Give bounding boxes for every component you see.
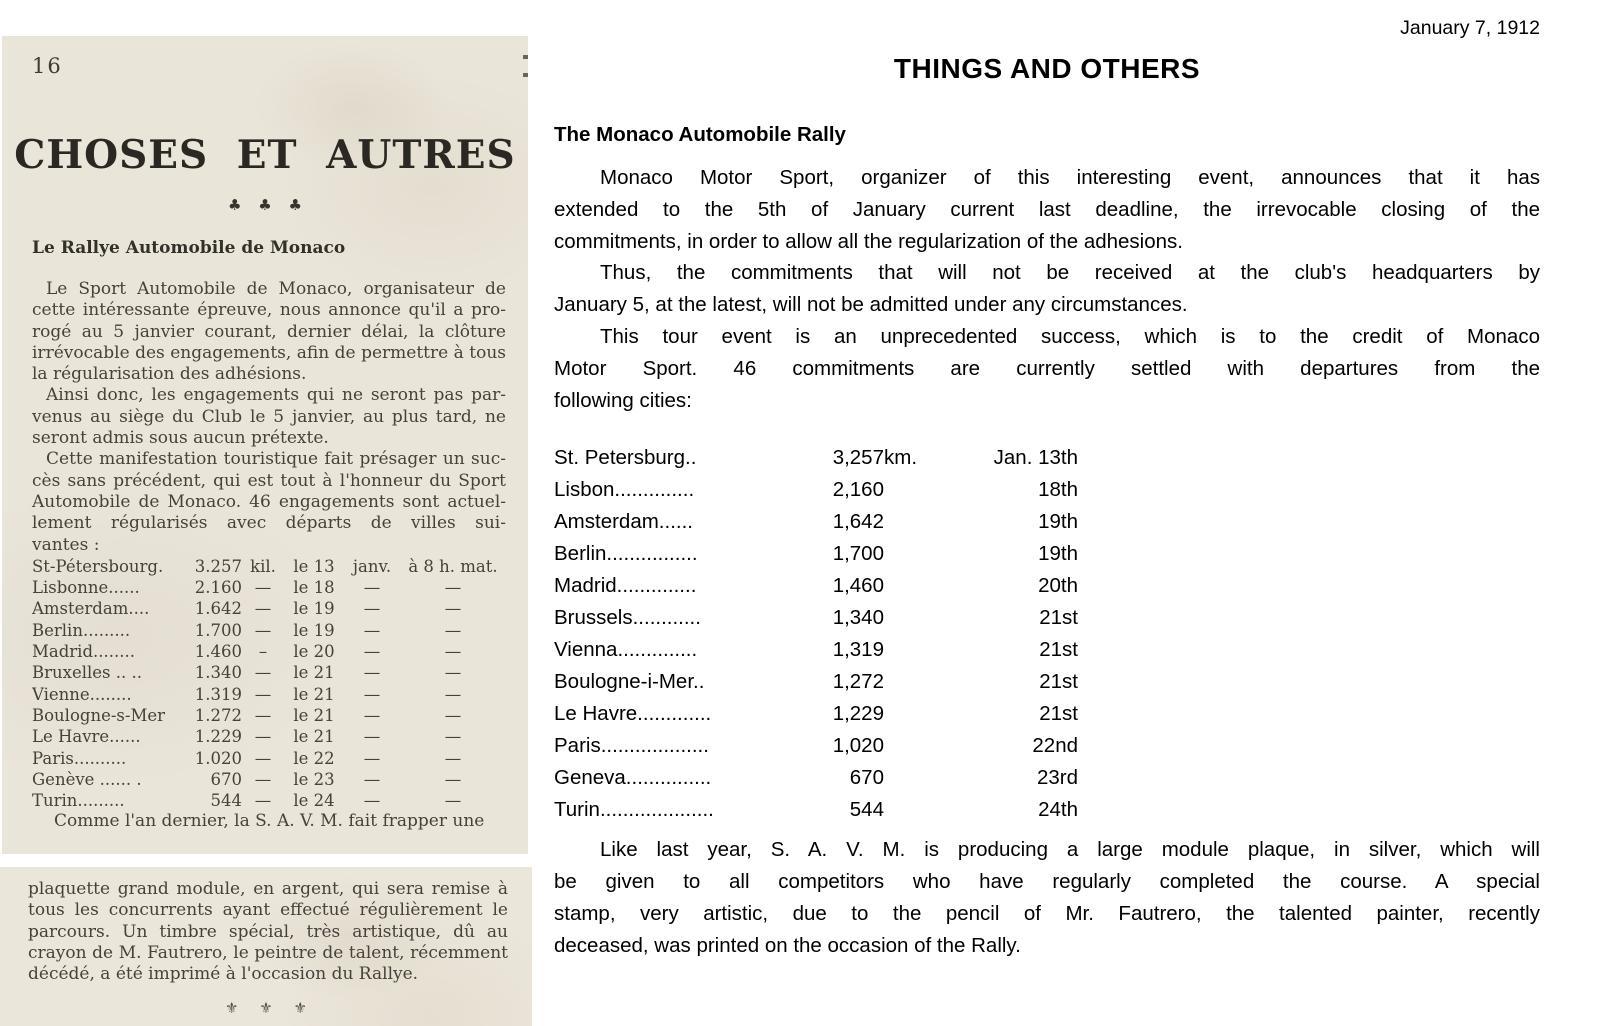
- distance-cell: 1.229: [194, 727, 242, 747]
- month-cell: —: [363, 663, 381, 683]
- time-cell: —: [444, 599, 462, 619]
- time-cell: à 8 h. mat.: [408, 556, 498, 576]
- time-cell: —: [444, 748, 462, 768]
- city-cell: St-Pétersbourg.: [32, 556, 164, 576]
- text-line: Like last year, S. A. V. M. is producing a large module plaque, in silver, which will: [600, 838, 1540, 862]
- unit-cell: kil.: [250, 556, 276, 576]
- text-line: Ainsi donc, les engagements qui ne seront pas par-: [46, 385, 506, 406]
- table-row: [32, 620, 506, 641]
- table-row: [554, 634, 1078, 666]
- text-line: lement régularisés avec départs de villes sui-: [32, 513, 506, 534]
- unit-cell: —: [254, 684, 272, 704]
- month-cell: —: [363, 791, 381, 811]
- distance-cell: 1.272: [194, 705, 242, 725]
- distance-cell: 1.460: [194, 642, 242, 662]
- table-row: [32, 684, 506, 705]
- text-line: Thus, the commitments that will not be received at the club's headquarters by: [600, 261, 1540, 285]
- text-line: cès sans précédent, qui est tout à l'honneur du Sport: [32, 470, 506, 491]
- distance-cell: 1,319: [832, 638, 884, 662]
- english-paragraph-1: [554, 162, 1540, 257]
- text-line: January 5, at the latest, will not be admitted under any circumstances.: [554, 293, 1188, 317]
- time-cell: —: [444, 663, 462, 683]
- table-row: [554, 794, 1078, 826]
- text-line: be given to all competitors who have regularly completed the course. A special: [554, 870, 1540, 894]
- date-cell: Jan. 13th: [993, 446, 1078, 470]
- time-cell: —: [444, 620, 462, 640]
- table-row: [554, 474, 1078, 506]
- text-line: Cette manifestation touristique fait présager un suc-: [46, 449, 506, 470]
- french-paragraph-1: [32, 279, 506, 385]
- text-line: irrévocable des engagements, afin de permettre à tous: [32, 342, 506, 363]
- city-cell: Turin.........: [32, 791, 125, 811]
- distance-cell: 1.319: [194, 684, 242, 704]
- time-cell: —: [444, 769, 462, 789]
- text-line: Motor Sport. 46 commitments are currently settled with departures from the: [554, 356, 1540, 380]
- distance-unit-cell: [884, 698, 934, 730]
- date-cell: 22nd: [1032, 734, 1078, 758]
- city-cell: Berlin................: [554, 542, 698, 566]
- day-cell: le 19: [293, 620, 335, 640]
- distance-unit-cell: [884, 730, 934, 762]
- distance-cell: 1,229: [832, 702, 884, 726]
- city-cell: Le Havre......: [32, 727, 141, 747]
- table-row: [32, 641, 506, 662]
- distance-cell: 3.257: [194, 556, 242, 576]
- table-row: [32, 790, 506, 811]
- date-cell: 21st: [1039, 670, 1078, 694]
- unit-cell: —: [254, 791, 272, 811]
- table-row: [32, 748, 506, 769]
- table-row: [554, 666, 1078, 698]
- table-row: [32, 662, 506, 683]
- day-cell: le 21: [293, 705, 335, 725]
- distance-cell: 1,460: [832, 574, 884, 598]
- french-article-body: [32, 279, 506, 833]
- distance-cell: 544: [210, 791, 242, 811]
- city-cell: Amsterdam......: [554, 510, 693, 534]
- article-heading-french: Le Rallye Automobile de Monaco: [32, 238, 346, 258]
- page-number: 16: [32, 54, 63, 78]
- month-cell: —: [363, 684, 381, 704]
- city-cell: Genève ...... .: [32, 769, 142, 789]
- table-row: [554, 602, 1078, 634]
- distance-unit-cell: [884, 794, 934, 826]
- table-row: [554, 442, 1078, 474]
- distance-cell: 3,257: [832, 446, 884, 470]
- scanned-page-upper-fragment: [2, 36, 528, 854]
- distance-cell: 670: [210, 769, 242, 789]
- month-cell: —: [363, 727, 381, 747]
- distance-unit-cell: [884, 666, 934, 698]
- scan-edge-speck: [523, 55, 528, 59]
- translation-panel: [554, 0, 1540, 962]
- city-cell: Boulogne-s-Mer: [32, 705, 166, 725]
- day-cell: le 24: [293, 791, 335, 811]
- text-line: parcours. Un timbre spécial, très artistique, dû au: [28, 921, 508, 942]
- city-cell: Madrid........: [32, 642, 135, 662]
- distance-cell: 1.340: [194, 663, 242, 683]
- distance-cell: 1,340: [832, 606, 884, 630]
- fleuron-ornament-row: ⚜ ⚜ ⚜: [225, 999, 307, 1017]
- scan-edge-speck: [523, 73, 528, 77]
- table-row: [32, 556, 506, 577]
- french-paragraph-3: [32, 449, 506, 555]
- distance-cell: 544: [849, 798, 884, 822]
- unit-cell: —: [254, 748, 272, 768]
- text-line: Automobile de Monaco. 46 engagements sont actuel-: [32, 491, 506, 512]
- day-cell: le 23: [293, 769, 335, 789]
- unit-cell: —: [254, 769, 272, 789]
- distance-cell: 1,272: [832, 670, 884, 694]
- date-cell: 21st: [1039, 606, 1078, 630]
- continuation-line: Comme l'an dernier, la S. A. V. M. fait frapper une: [54, 811, 485, 832]
- time-cell: —: [444, 578, 462, 598]
- table-row: [32, 769, 506, 790]
- date-cell: 21st: [1039, 638, 1078, 662]
- distance-unit-cell: km.: [884, 446, 918, 470]
- day-cell: le 21: [293, 663, 335, 683]
- unit-cell: —: [254, 578, 272, 598]
- text-line: cette intéressante épreuve, nous annonce qu'il a pro-: [32, 300, 506, 321]
- month-cell: —: [363, 705, 381, 725]
- translation-body: [554, 162, 1540, 962]
- distance-unit-cell: [884, 570, 934, 602]
- day-cell: le 18: [293, 578, 335, 598]
- time-cell: —: [444, 727, 462, 747]
- text-line: tous les concurrents ayant effectué régulièrement le: [28, 900, 508, 921]
- day-cell: le 13: [293, 556, 335, 576]
- distance-cell: 1,700: [832, 542, 884, 566]
- french-paragraph-2: [32, 385, 506, 449]
- date-cell: 24th: [1038, 798, 1078, 822]
- distance-cell: 1.020: [194, 748, 242, 768]
- english-paragraph-2: [554, 257, 1540, 321]
- table-row: [32, 577, 506, 598]
- distance-cell: 2.160: [194, 578, 242, 598]
- distance-cell: 1,020: [832, 734, 884, 758]
- page-title: THINGS AND OTHERS: [893, 53, 1201, 84]
- distance-cell: 2,160: [832, 478, 884, 502]
- distance-unit-cell: [884, 634, 934, 666]
- text-line: deceased, was printed on the occasion of the Rally.: [554, 933, 1021, 957]
- time-cell: —: [444, 684, 462, 704]
- text-line: This tour event is an unprecedented success, which is to the credit of Monaco: [600, 324, 1540, 348]
- distance-cell: 1.642: [194, 599, 242, 619]
- city-cell: Bruxelles .. ..: [32, 663, 142, 683]
- date-cell: 19th: [1038, 542, 1078, 566]
- text-line: crayon de M. Fautrero, le peintre de talent, récemment: [28, 942, 508, 963]
- city-cell: Lisbonne......: [32, 578, 140, 598]
- text-line: décédé, a été imprimé à l'occasion du Rallye.: [28, 964, 419, 985]
- club-ornament-row: ♣ ♣ ♣: [228, 196, 302, 214]
- distance-cell: 1.700: [194, 620, 242, 640]
- city-cell: Berlin.........: [32, 620, 131, 640]
- text-line: following cities:: [554, 388, 692, 412]
- unit-cell: —: [254, 620, 272, 640]
- distance-unit-cell: [884, 602, 934, 634]
- month-cell: —: [363, 578, 381, 598]
- english-paragraph-3: [554, 321, 1540, 416]
- date-cell: 23rd: [1036, 766, 1078, 790]
- city-cell: Boulogne-i-Mer..: [554, 670, 705, 694]
- french-paragraph-4: [28, 879, 508, 985]
- month-cell: —: [363, 599, 381, 619]
- distance-unit-cell: [884, 762, 934, 794]
- city-cell: Paris...................: [554, 734, 709, 758]
- distance-cell: 670: [849, 766, 884, 790]
- distance-unit-cell: [884, 506, 934, 538]
- day-cell: le 21: [293, 727, 335, 747]
- text-line: stamp, very artistic, due to the pencil of Mr. Fautrero, the talented painter, recently: [554, 901, 1540, 925]
- city-cell: Madrid..............: [554, 574, 697, 598]
- text-line: plaquette grand module, en argent, qui sera remise à: [28, 879, 508, 899]
- table-row: [554, 730, 1078, 762]
- text-line: rogé au 5 janvier courant, dernier délai, la clôture: [32, 321, 506, 342]
- date-cell: 20th: [1038, 574, 1078, 598]
- month-cell: —: [363, 642, 381, 662]
- text-line: Le Sport Automobile de Monaco, organisateur de: [46, 279, 506, 299]
- city-cell: St. Petersburg..: [554, 446, 697, 470]
- time-cell: —: [444, 705, 462, 725]
- english-paragraph-4: [554, 834, 1540, 961]
- day-cell: le 20: [293, 642, 335, 662]
- date-cell: 18th: [1038, 478, 1078, 502]
- table-row: [32, 705, 506, 726]
- date-cell: 19th: [1038, 510, 1078, 534]
- distance-cell: 1,642: [832, 510, 884, 534]
- table-row: [554, 762, 1078, 794]
- month-cell: —: [363, 769, 381, 789]
- day-cell: le 19: [293, 599, 335, 619]
- unit-cell: —: [254, 663, 272, 683]
- city-cell: Vienna..............: [554, 638, 698, 662]
- distance-unit-cell: [884, 474, 934, 506]
- month-cell: —: [363, 620, 381, 640]
- table-row: [554, 570, 1078, 602]
- text-line: la régularisation des adhésions.: [32, 364, 307, 385]
- city-cell: Geneva...............: [554, 766, 712, 790]
- city-cell: Turin....................: [554, 798, 714, 822]
- text-line: commitments, in order to allow all the regularization of the adhesions.: [554, 229, 1183, 253]
- table-row: [32, 726, 506, 747]
- city-cell: Le Havre.............: [554, 702, 712, 726]
- day-cell: le 22: [293, 748, 335, 768]
- table-row: [554, 698, 1078, 730]
- departures-table: [554, 442, 1078, 826]
- unit-cell: —: [254, 705, 272, 725]
- masthead-title: CHOSES ET AUTRES: [14, 132, 516, 178]
- time-cell: —: [444, 642, 462, 662]
- date-cell: 21st: [1039, 702, 1078, 726]
- table-row: [554, 538, 1078, 570]
- issue-date: January 7, 1912: [1400, 17, 1540, 39]
- distance-unit-cell: [884, 538, 934, 570]
- day-cell: le 21: [293, 684, 335, 704]
- text-line: venus au siège du Club le 5 janvier, au plus tard, ne: [32, 406, 506, 427]
- city-cell: Amsterdam....: [32, 599, 150, 619]
- section-heading: The Monaco Automobile Rally: [554, 123, 846, 146]
- city-cell: Lisbon..............: [554, 478, 695, 502]
- city-cell: Brussels............: [554, 606, 701, 630]
- table-row: [32, 598, 506, 619]
- text-line: seront admis sous aucun prétexte.: [32, 428, 329, 449]
- unit-cell: –: [258, 642, 268, 662]
- month-cell: —: [363, 748, 381, 768]
- french-article-continuation: [28, 879, 508, 985]
- table-row: [554, 506, 1078, 538]
- text-line: Monaco Motor Sport, organizer of this interesting event, announces that it has: [600, 166, 1540, 189]
- city-cell: Vienne........: [32, 684, 132, 704]
- unit-cell: —: [254, 599, 272, 619]
- text-line: extended to the 5th of January current last deadline, the irrevocable closing of the: [554, 197, 1540, 221]
- time-cell: —: [444, 791, 462, 811]
- scanned-page-lower-fragment: [0, 867, 532, 1026]
- text-line: vantes :: [32, 534, 100, 555]
- unit-cell: —: [254, 727, 272, 747]
- french-departures-table: [32, 556, 506, 812]
- month-cell: janv.: [352, 556, 392, 576]
- city-cell: Paris..........: [32, 748, 127, 768]
